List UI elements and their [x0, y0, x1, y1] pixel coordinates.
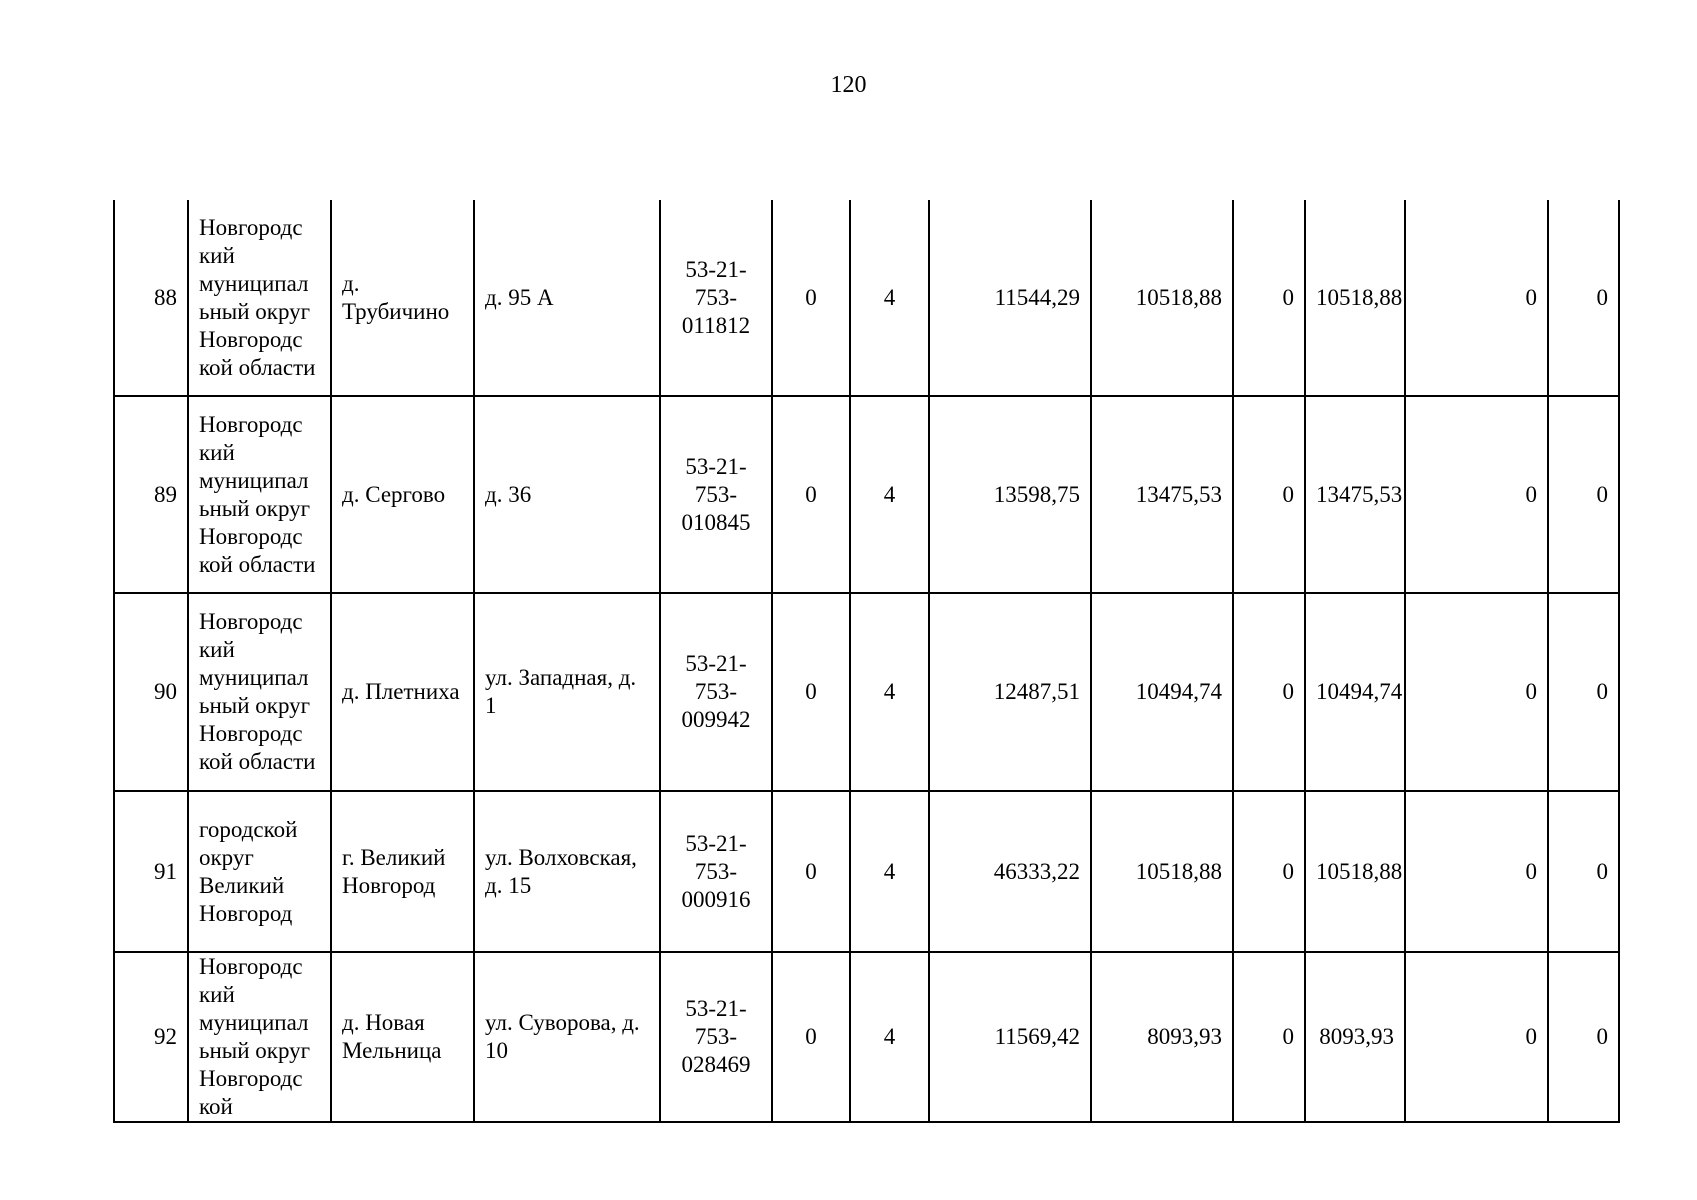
value-cell: 0 — [1548, 791, 1619, 952]
value-cell: 0 — [1405, 791, 1548, 952]
value-cell: 0 — [1548, 200, 1619, 396]
code-cell: 53-21- 753- 000916 — [660, 791, 772, 952]
value-cell: 10518,88 — [1305, 791, 1405, 952]
value-cell: 13598,75 — [929, 396, 1091, 593]
value-cell: 0 — [1233, 952, 1305, 1122]
address-cell: ул. Суворова, д. 10 — [474, 952, 660, 1122]
locality-cell: д. Трубичино — [331, 200, 474, 396]
value-cell: 0 — [772, 952, 850, 1122]
locality-cell: д. Новая Мельница — [331, 952, 474, 1122]
value-cell: 46333,22 — [929, 791, 1091, 952]
value-cell: 10494,74 — [1305, 593, 1405, 791]
code-cell: 53-21- 753- 010845 — [660, 396, 772, 593]
value-cell: 13475,53 — [1305, 396, 1405, 593]
municipality-cell: Новгородс кий муниципал ьный округ Новгородс кой области — [188, 396, 331, 593]
value-cell: 0 — [772, 593, 850, 791]
value-cell: 0 — [1233, 593, 1305, 791]
row-number: 91 — [114, 791, 188, 952]
value-cell: 11569,42 — [929, 952, 1091, 1122]
value-cell: 8093,93 — [1091, 952, 1233, 1122]
page-number: 120 — [830, 72, 867, 98]
municipality-cell: Новгородс кий муниципал ьный округ Новгородс кой — [188, 952, 331, 1122]
value-cell: 0 — [1405, 200, 1548, 396]
value-cell: 0 — [1548, 593, 1619, 791]
code-cell: 53-21- 753- 009942 — [660, 593, 772, 791]
value-cell: 10518,88 — [1091, 791, 1233, 952]
address-cell: ул. Западная, д. 1 — [474, 593, 660, 791]
value-cell: 0 — [1405, 593, 1548, 791]
locality-cell: д. Сергово — [331, 396, 474, 593]
value-cell: 13475,53 — [1091, 396, 1233, 593]
value-cell: 10518,88 — [1091, 200, 1233, 396]
row-number: 89 — [114, 396, 188, 593]
value-cell: 4 — [850, 200, 929, 396]
code-cell: 53-21- 753- 011812 — [660, 200, 772, 396]
table-row — [114, 593, 1619, 791]
table-row — [114, 952, 1619, 1122]
code-cell: 53-21- 753- 028469 — [660, 952, 772, 1122]
value-cell: 0 — [1233, 396, 1305, 593]
row-number: 90 — [114, 593, 188, 791]
row-number: 88 — [114, 200, 188, 396]
value-cell: 10494,74 — [1091, 593, 1233, 791]
municipality-cell: Новгородс кий муниципал ьный округ Новгородс кой области — [188, 200, 331, 396]
value-cell: 0 — [1405, 952, 1548, 1122]
value-cell: 0 — [772, 791, 850, 952]
value-cell: 12487,51 — [929, 593, 1091, 791]
value-cell: 4 — [850, 791, 929, 952]
locality-cell: г. Великий Новгород — [331, 791, 474, 952]
table-row — [114, 396, 1619, 593]
address-cell: д. 95 А — [474, 200, 660, 396]
municipality-cell: городской округ Великий Новгород — [188, 791, 331, 952]
value-cell: 0 — [1548, 396, 1619, 593]
value-cell: 4 — [850, 593, 929, 791]
value-cell: 0 — [1233, 791, 1305, 952]
table-row — [114, 791, 1619, 952]
locality-cell: д. Плетниха — [331, 593, 474, 791]
value-cell: 8093,93 — [1305, 952, 1405, 1122]
value-cell: 4 — [850, 952, 929, 1122]
value-cell: 4 — [850, 396, 929, 593]
value-cell: 0 — [772, 200, 850, 396]
address-cell: ул. Волховская, д. 15 — [474, 791, 660, 952]
value-cell: 10518,88 — [1305, 200, 1405, 396]
value-cell: 0 — [772, 396, 850, 593]
municipality-cell: Новгородс кий муниципал ьный округ Новгородс кой области — [188, 593, 331, 791]
value-cell: 11544,29 — [929, 200, 1091, 396]
registry-table — [113, 200, 1620, 1123]
value-cell: 0 — [1548, 952, 1619, 1122]
row-number: 92 — [114, 952, 188, 1122]
table-row — [114, 200, 1619, 396]
value-cell: 0 — [1233, 200, 1305, 396]
address-cell: д. 36 — [474, 396, 660, 593]
value-cell: 0 — [1405, 396, 1548, 593]
